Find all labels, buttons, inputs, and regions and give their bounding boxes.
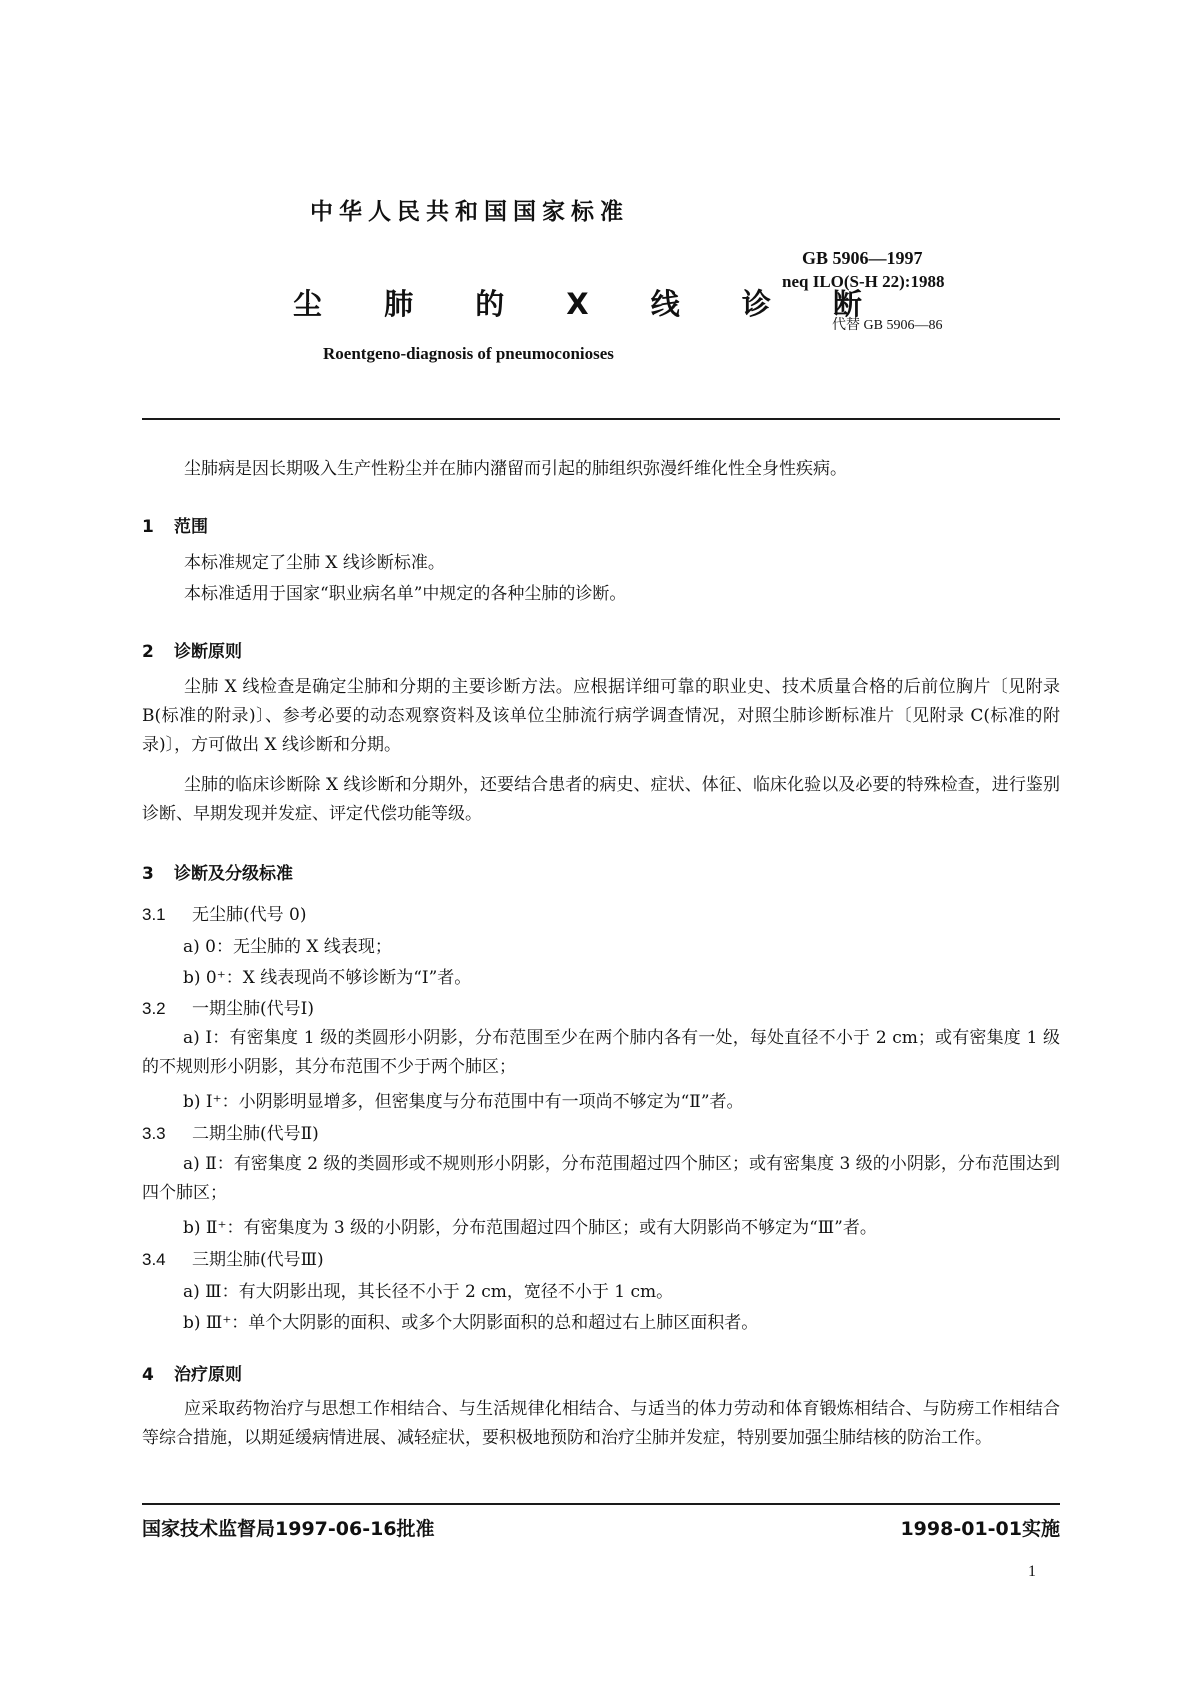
equivalence-reference: neq ILO(S-H 22):1988 (782, 272, 945, 291)
list-item: b) Ⅰ⁺：小阴影明显增多，但密集度与分布范围中有一项尚不够定为“Ⅱ”者。 (183, 1092, 744, 1112)
subsection-3-2 (142, 994, 314, 1019)
section-1-paragraph: 本标准适用于国家“职业病名单”中规定的各种尘肺的诊断。 (184, 584, 627, 604)
section-title: 诊断及分级标准 (174, 864, 293, 884)
subsection-title: 一期尘肺(代号Ⅰ) (192, 999, 314, 1019)
list-item: b) 0⁺：X 线表现尚不够诊断为“Ⅰ”者。 (183, 968, 472, 988)
document-title: 尘 肺 的 X 线 诊 断 (293, 287, 888, 321)
section-title: 诊断原则 (174, 642, 242, 662)
list-item: a) Ⅱ：有密集度 2 级的类圆形或不规则形小阴影，分布范围超过四个肺区；或有密集度 3 级的小阴影，分布范围达到四个肺区； (142, 1154, 1060, 1203)
intro-paragraph: 尘肺病是因长期吸入生产性粉尘并在肺内潴留而引起的肺组织弥漫纤维化性全身性疾病。 (184, 459, 847, 479)
subsection-title: 二期尘肺(代号Ⅱ) (192, 1124, 319, 1144)
subsection-number: 3.2 (142, 999, 166, 1018)
footer-divider (142, 1503, 1060, 1505)
subsection-3-1 (142, 900, 306, 925)
list-item: a) Ⅰ：有密集度 1 级的类圆形小阴影，分布范围至少在两个肺内各有一处，每处直径不小于 2 cm；或有密集度 1 级的不规则形小阴影，其分布范围不少于两个肺区； (142, 1028, 1060, 1077)
section-4-paragraph: 应采取药物治疗与思想工作相结合、与生活规律化相结合、与适当的体力劳动和体育锻炼相结合、与防痨工作相结合等综合措施，以期延缓病情进展、减轻症状，要积极地预防和治疗尘肺并发症，特别要加强尘肺结核的防治工作。 (142, 1399, 1060, 1448)
section-4-heading (142, 1360, 242, 1385)
standard-number: GB 5906—1997 (802, 248, 923, 268)
section-1-heading (142, 512, 208, 537)
section-number: 2 (142, 642, 154, 662)
header-divider (142, 418, 1060, 420)
section-number: 4 (142, 1365, 154, 1385)
subsection-number: 3.4 (142, 1250, 166, 1269)
list-item: a) Ⅲ：有大阴影出现，其长径不小于 2 cm，宽径不小于 1 cm。 (183, 1282, 674, 1302)
section-number: 3 (142, 864, 154, 884)
subsection-title: 无尘肺(代号 0) (192, 905, 307, 925)
subsection-title: 三期尘肺(代号Ⅲ) (192, 1250, 324, 1270)
list-item: b) Ⅲ⁺：单个大阴影的面积、或多个大阴影面积的总和超过右上肺区面积者。 (183, 1313, 759, 1333)
section-number: 1 (142, 517, 154, 537)
section-2-paragraph: 尘肺的临床诊断除 X 线诊断和分期外，还要结合患者的病史、症状、体征、临床化验以及必要的特殊检查，进行鉴别诊断、早期发现并发症、评定代偿功能等级。 (142, 775, 1060, 824)
list-item: b) Ⅱ⁺：有密集度为 3 级的小阴影，分布范围超过四个肺区；或有大阴影尚不够定为“Ⅲ”者。 (183, 1218, 877, 1238)
section-3-heading (142, 859, 293, 884)
section-2-heading (142, 637, 242, 662)
section-title: 治疗原则 (174, 1365, 242, 1385)
list-item: a) 0：无尘肺的 X 线表现； (183, 937, 392, 957)
english-title: Roentgeno-diagnosis of pneumoconioses (323, 344, 614, 363)
subsection-3-3 (142, 1119, 319, 1144)
effective-date: 1998-01-01实施 (900, 1518, 1060, 1540)
approval-date: 国家技术监督局1997-06-16批准 (142, 1518, 435, 1540)
subsection-number: 3.3 (142, 1124, 166, 1143)
section-1-paragraph: 本标准规定了尘肺 X 线诊断标准。 (184, 553, 445, 573)
section-2-paragraph: 尘肺 X 线检查是确定尘肺和分期的主要诊断方法。应根据详细可靠的职业史、技术质量合格的后前位胸片〔见附录 B(标准的附录)〕、参考必要的动态观察资料及该单位尘肺流行病学调查情况，对照尘肺诊断标准片〔见附录 C(标准的附录)〕，方可做出 X 线诊断和分期。 (142, 677, 1060, 755)
subsection-number: 3.1 (142, 905, 166, 924)
page-number: 1 (1028, 1563, 1036, 1580)
subsection-3-4 (142, 1245, 324, 1270)
replaces-standard: 代替 GB 5906—86 (832, 318, 943, 333)
section-title: 范围 (174, 517, 208, 537)
issuing-organization: 中华人民共和国国家标准 (310, 199, 629, 225)
